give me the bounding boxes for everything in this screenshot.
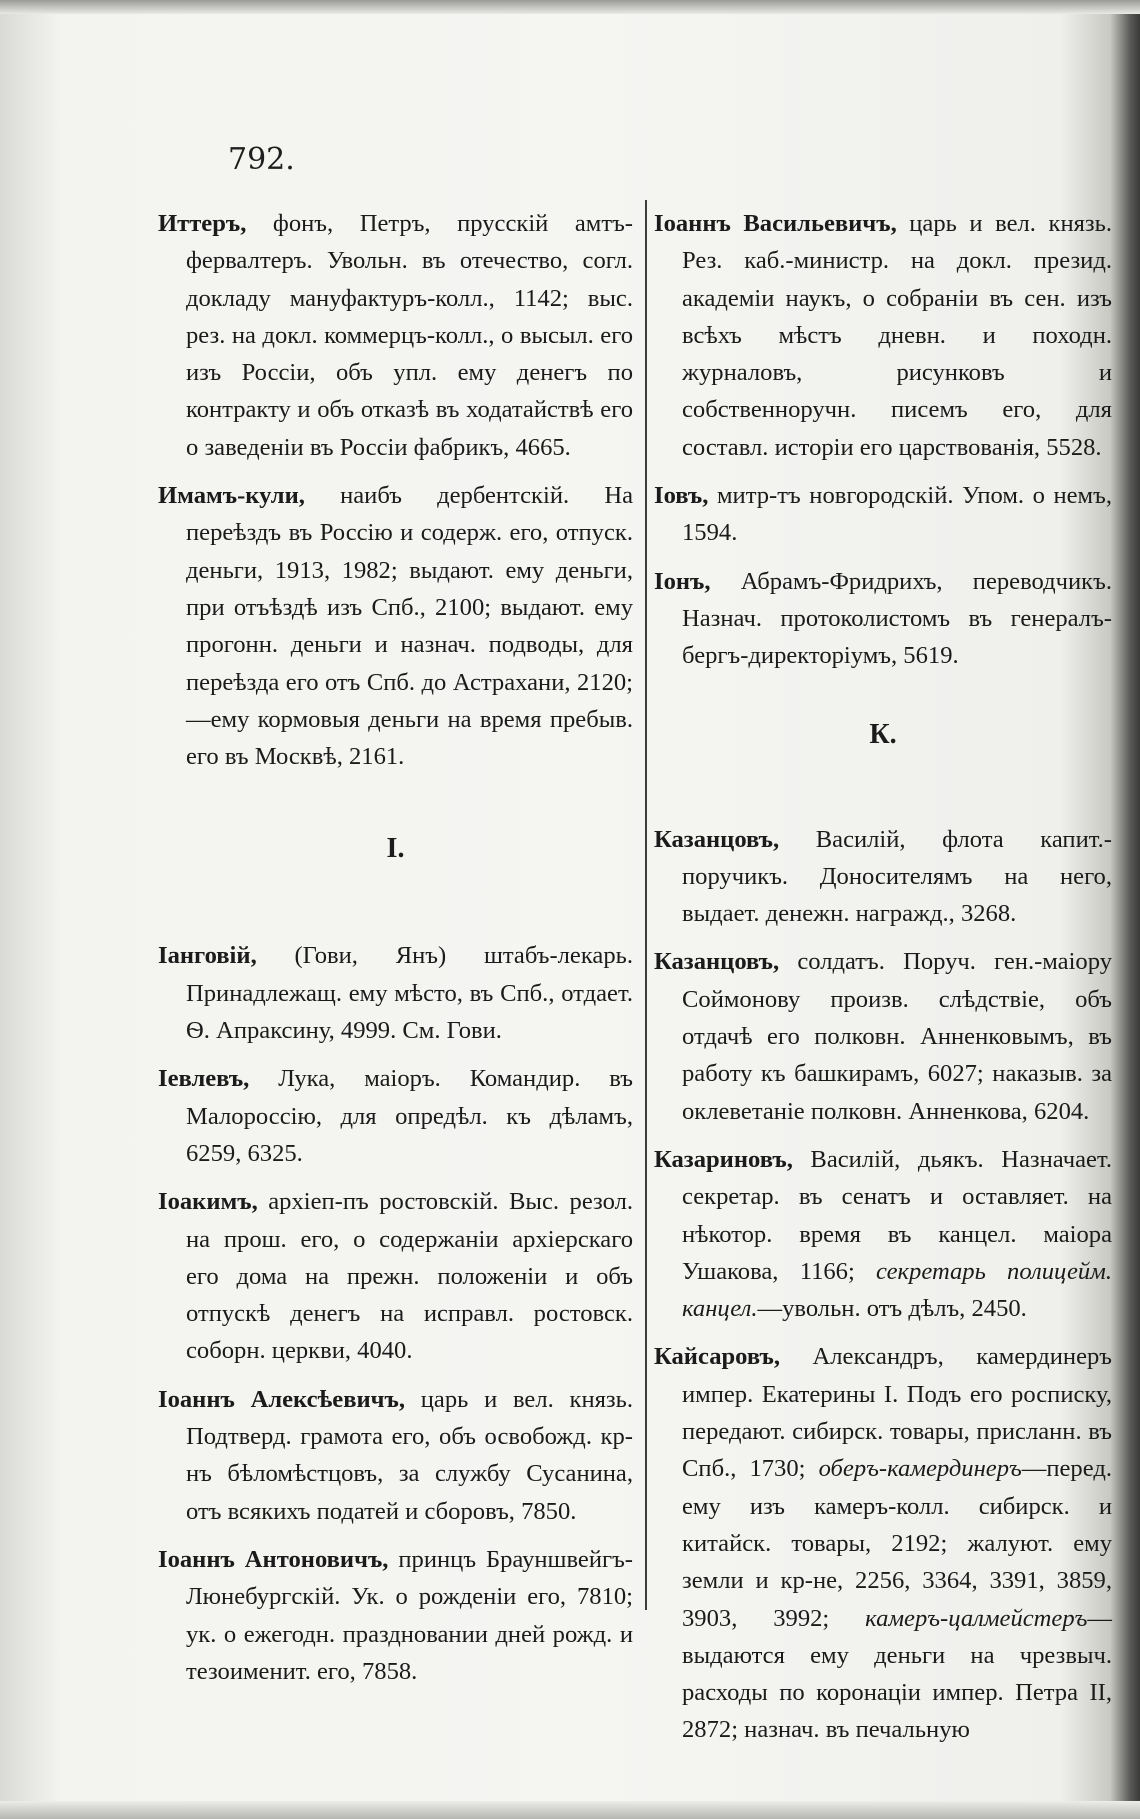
entry-text: наибъ дербентскій. На переѣздъ въ Россію и содерж. его, отпуск. деньги, 1913, 1982; выдают. ему деньги, при отъѣздѣ изъ Спб., 2100; выдают. ему прогонн. деньги и назнач. подводы, для переѣзда его отъ Спб. до Астрахани, 2120;—ему кормовыя деньги на время пребыв. его въ Москвѣ, 2161. xyxy=(186,482,633,771)
entry-headword: Іоаннъ Антоновичъ, xyxy=(158,1545,389,1573)
index-entry xyxy=(158,1060,633,1172)
entry-headword: Іовъ, xyxy=(654,482,709,510)
index-entry xyxy=(654,477,1112,552)
entry-text: царь и вел. князь. Рез. каб.-министр. на докл. презид. академіи наукъ, о собраніи въ сен. изъ всѣхъ мѣстъ дневн. и походн. журналовъ, рисунковъ и собственноручн. писемъ его, для составл. исторіи его царствованія, 5528. xyxy=(682,210,1112,461)
index-entry xyxy=(654,943,1112,1129)
entry-text-continued-2: —выдаются ему деньги на чрезвыч. расходы по коронаціи импер. Петра II, 2872; назнач. въ печальную xyxy=(682,1604,1112,1744)
entry-text: принцъ Брауншвейгъ-Люнебургскій. Ук. о рожденіи его, 7810; ук. о ежегодн. праздновании дней рожд. и тезоименит. его, 7858. xyxy=(186,1545,633,1685)
entry-italic-text-2: камеръ-цалмейстеръ xyxy=(865,1604,1088,1632)
entry-text: Александръ, камердинеръ импер. Екатерины I. Подъ его росписку, передают. сибирск. товары, присланн. въ Спб., 1730; xyxy=(682,1343,1112,1483)
index-entry xyxy=(654,205,1112,466)
entry-headword: Іоакимъ, xyxy=(158,1188,258,1216)
column-divider xyxy=(645,200,647,1610)
index-entry xyxy=(654,1141,1112,1327)
index-entry xyxy=(654,821,1112,933)
entry-text: Василій, флота капит.-поручикъ. Доносителямъ на него, выдает. денежн. награжд., 3268. xyxy=(682,825,1112,928)
section-letter: К. xyxy=(869,718,897,750)
entry-headword: Кайсаровъ, xyxy=(654,1343,781,1371)
entry-headword: Казанцовъ, xyxy=(654,825,780,853)
left-column xyxy=(158,205,633,1701)
index-entry xyxy=(158,205,633,466)
entry-headword: Иттеръ, xyxy=(158,210,247,237)
entry-text: Абрамъ-Фридрихъ, переводчикъ. Назнач. протоколистомъ въ генералъ-бергъ-директоріумъ, 5619. xyxy=(682,567,1112,670)
index-entry xyxy=(158,937,633,1049)
index-entry xyxy=(654,563,1112,675)
entry-headword: Іанговій, xyxy=(158,942,257,970)
entry-headword: Казариновъ, xyxy=(654,1145,793,1173)
page-number: 792. xyxy=(228,142,295,177)
entry-italic-text: оберъ-камердинеръ xyxy=(818,1455,1022,1483)
entry-headword: Имамъ-кули, xyxy=(158,482,305,510)
index-entry xyxy=(158,477,633,775)
entry-text: архіеп-пъ ростовскій. Выс. резол. на прош. его, о содержаніи архіерскаго его дома на прежн. положеніи и объ отпускѣ денегъ на исправл. ростовск. соборн. церкви, 4040. xyxy=(186,1188,633,1365)
index-entry xyxy=(158,1183,633,1369)
scan-bottom-shadow xyxy=(0,1801,1140,1819)
entry-text-continued: —увольн. отъ дѣлъ, 2450. xyxy=(757,1295,1027,1323)
entry-text: Лука, маіоръ. Командир. въ Малороссію, для опредѣл. къ дѣламъ, 6259, 6325. xyxy=(186,1065,633,1167)
index-entry xyxy=(158,1381,633,1530)
entry-text: Василій, дьякъ. Назначает. секретар. въ сенатъ и оставляет. на нѣкотор. время въ канцел. маіора Ушакова, 1166; xyxy=(682,1145,1112,1285)
entry-headword: Іевлевъ, xyxy=(158,1065,250,1093)
entry-headword: Іонъ, xyxy=(654,567,711,595)
index-entry xyxy=(158,1541,633,1690)
right-column xyxy=(654,205,1112,1760)
index-entry xyxy=(654,1338,1112,1748)
entry-headword: Іоаннъ Васильевичъ, xyxy=(654,210,897,237)
entry-text: фонъ, Петръ, прусскій амтъ-фервалтеръ. Увольн. въ отечество, согл. докладу мануфактуръ-колл., 1142; выс. рез. на докл. коммерцъ-колл., о высыл. его изъ Россіи, объ упл. ему денегъ по контракту и объ отказѣ въ ходатайствѣ его о заведеніи въ Россіи фабрикъ, 4665. xyxy=(186,210,633,461)
entry-text: митр-тъ новгородскій. Упом. о немъ, 1594. xyxy=(682,482,1112,547)
entry-text: царь и вел. князь. Подтверд. грамота его, объ освобожд. кр-нъ бѣломѣстцовъ, за службу Сусанина, отъ всякихъ податей и сборовъ, 7850. xyxy=(186,1385,633,1525)
entry-text-continued: —перед. ему изъ камеръ-колл. сибирск. и китайск. товары, 2192; жалуют. ему земли и кр-не, 2256, 3364, 3391, 3859, 3903, 3992; xyxy=(682,1455,1112,1632)
scan-top-shadow xyxy=(0,0,1140,14)
entry-italic-text: секретарь полицейм. канцел. xyxy=(682,1257,1112,1323)
entry-text: солдатъ. Поруч. ген.-маіору Соймонову произв. слѣдствіе, объ отдачѣ его полковн. Анненковымъ, въ работу къ башкирамъ, 6027; наказыв. за оклеветаніе полковн. Анненкова, 6204. xyxy=(682,948,1112,1125)
entry-text: (Гови, Янъ) штабъ-лекарь. Принадлежащ. ему мѣсто, въ Спб., отдает. Ѳ. Апраксину, 4999. См. Гови. xyxy=(186,942,633,1045)
section-letter: I. xyxy=(386,833,405,865)
entry-headword: Іоаннъ Алексѣевичъ, xyxy=(158,1385,406,1413)
entry-headword: Казанцовъ, xyxy=(654,948,780,976)
